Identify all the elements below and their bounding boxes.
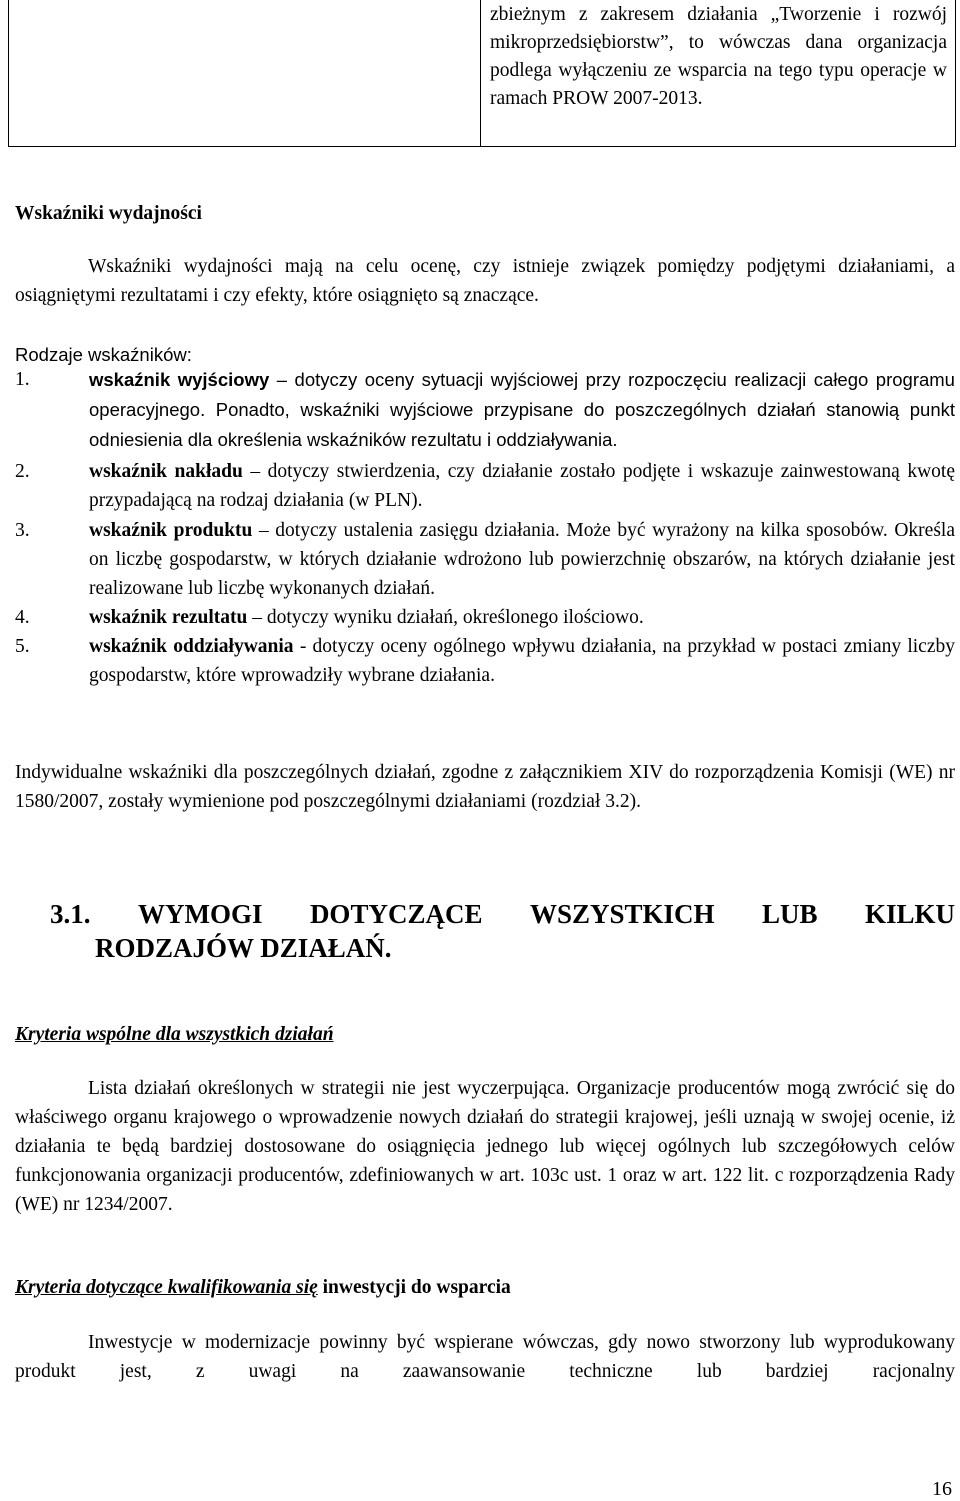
individual-indicators-paragraph: Indywidualne wskaźniki dla poszczególnych działań, zgodne z załącznikiem XIV do rozporządzenia Komisji (WE) nr 1580/2007, zostały wymienione pod poszczególnymi działaniami (rozdział 3.2).	[15, 762, 955, 812]
list-item	[15, 632, 955, 690]
kryteria-wspolne-body: Lista działań określonych w strategii nie jest wyczerpująca. Organizacje producentów mogą zwrócić się do właściwego organu krajowego o wprowadzenie nowych działań do strategii krajowej, jeśli uznają w swojej ocenie, iż działania te będą bardziej dostosowane do osiągnięcia jednego lub więcej ogólnych lub szczegółowych celów funkcjonowania organizacji producentów, zdefiniowanych w art. 103c ust. 1 oraz w art. 122 lit. c rozporządzenia Rady (WE) nr 1234/2007.	[15, 1078, 955, 1215]
term: wskaźnik nakładu	[89, 461, 243, 482]
table-cell-text: zbieżnym z zakresem działania „Tworzenie i rozwój mikroprzedsiębiorstw”, to wówczas dana organizacja podlega wyłączeniu ze wsparcia na tego typu operacje w ramach PROW 2007-2013.	[490, 4, 947, 109]
term-text: - dotyczy oceny ogólnego wpływu działania, na przykład w postaci zmiany liczby gospodarstw, które wprowadziły wybrane działania.	[89, 636, 955, 686]
table-fragment	[8, 0, 956, 147]
list-item	[15, 603, 955, 632]
section-title-word: WSZYSTKICH	[529, 899, 715, 929]
section-title-word: WYMOGI	[137, 899, 263, 929]
heading-italic-part: Kryteria dotyczące kwalifikowania się	[15, 1277, 318, 1298]
term: wskaźnik oddziaływania	[89, 636, 294, 657]
list-number: 3.	[15, 520, 30, 541]
heading-bold-part: inwestycji do wsparcia	[317, 1277, 511, 1298]
term-text-2: Ponadto, wskaźniki wyjściowe przypisane do poszczególnych działań stanowią punkt odniesienia dla określenia wskaźników rezultatu i oddziaływania.	[89, 399, 955, 450]
list-number: 2.	[15, 461, 30, 482]
term-text: – dotyczy oceny sytuacji wyjściowej przy rozpoczęciu realizacji całego programu operacyjnego.	[89, 369, 955, 420]
list-item	[15, 365, 955, 455]
types-label: Rodzaje wskaźników:	[15, 344, 192, 365]
section-title-line1	[50, 897, 955, 931]
kryteria-wspolne-heading: Kryteria wspólne dla wszystkich działań	[15, 1024, 334, 1045]
term: wskaźnik produktu	[89, 520, 253, 541]
kryteria-kwalifikowania-body: Inwestycje w modernizacje powinny być wspierane wówczas, gdy nowo stworzony lub wyprodukowany produkt jest, z uwagi na zaawansowanie techniczne lub bardziej racjonalny	[15, 1332, 955, 1382]
table-cell-right	[481, 0, 955, 146]
list-number: 1.	[15, 369, 30, 390]
section-title-word: KILKU	[864, 899, 955, 929]
section-3-1-heading	[50, 897, 955, 965]
table-cell-left	[9, 0, 481, 146]
indicator-list	[15, 365, 955, 690]
list-item	[15, 457, 955, 515]
term: wskaźnik rezultatu	[89, 607, 248, 628]
kryteria-kwalifikowania-heading	[15, 1273, 511, 1302]
section-title-word: DOTYCZĄCE	[309, 899, 483, 929]
section-title-word: 3.1.	[50, 899, 91, 929]
section-title-word: LUB	[761, 899, 818, 929]
list-number: 4.	[15, 607, 30, 628]
term-text: – dotyczy stwierdzenia, czy działanie zostało podjęte i wskazuje zainwestowaną kwotę przypadającą na rodzaj działania (w PLN).	[89, 461, 955, 511]
term-text: – dotyczy wyniku działań, określonego ilościowo.	[247, 607, 644, 628]
section-title-line2: RODZAJÓW DZIAŁAŃ.	[95, 933, 392, 963]
intro-paragraph: Wskaźniki wydajności mają na celu ocenę, czy istnieje związek pomiędzy podjętymi działaniami, a osiągniętymi rezultatami i czy efekty, które osiągnięto są znaczące.	[15, 256, 955, 306]
section-heading-wydajnosc: Wskaźniki wydajności	[15, 203, 202, 224]
list-item	[15, 516, 955, 603]
term-text: – dotyczy ustalenia zasięgu działania. Może być wyrażony na kilka sposobów. Określa on liczbę gospodarstw, w których działanie wdrożono lub powierzchnię obszarów, na których działanie jest realizowane lub liczbę wykonanych działań.	[89, 520, 955, 599]
page-number: 16	[932, 1478, 952, 1500]
term: wskaźnik wyjściowy	[89, 369, 270, 390]
list-number: 5.	[15, 636, 30, 657]
